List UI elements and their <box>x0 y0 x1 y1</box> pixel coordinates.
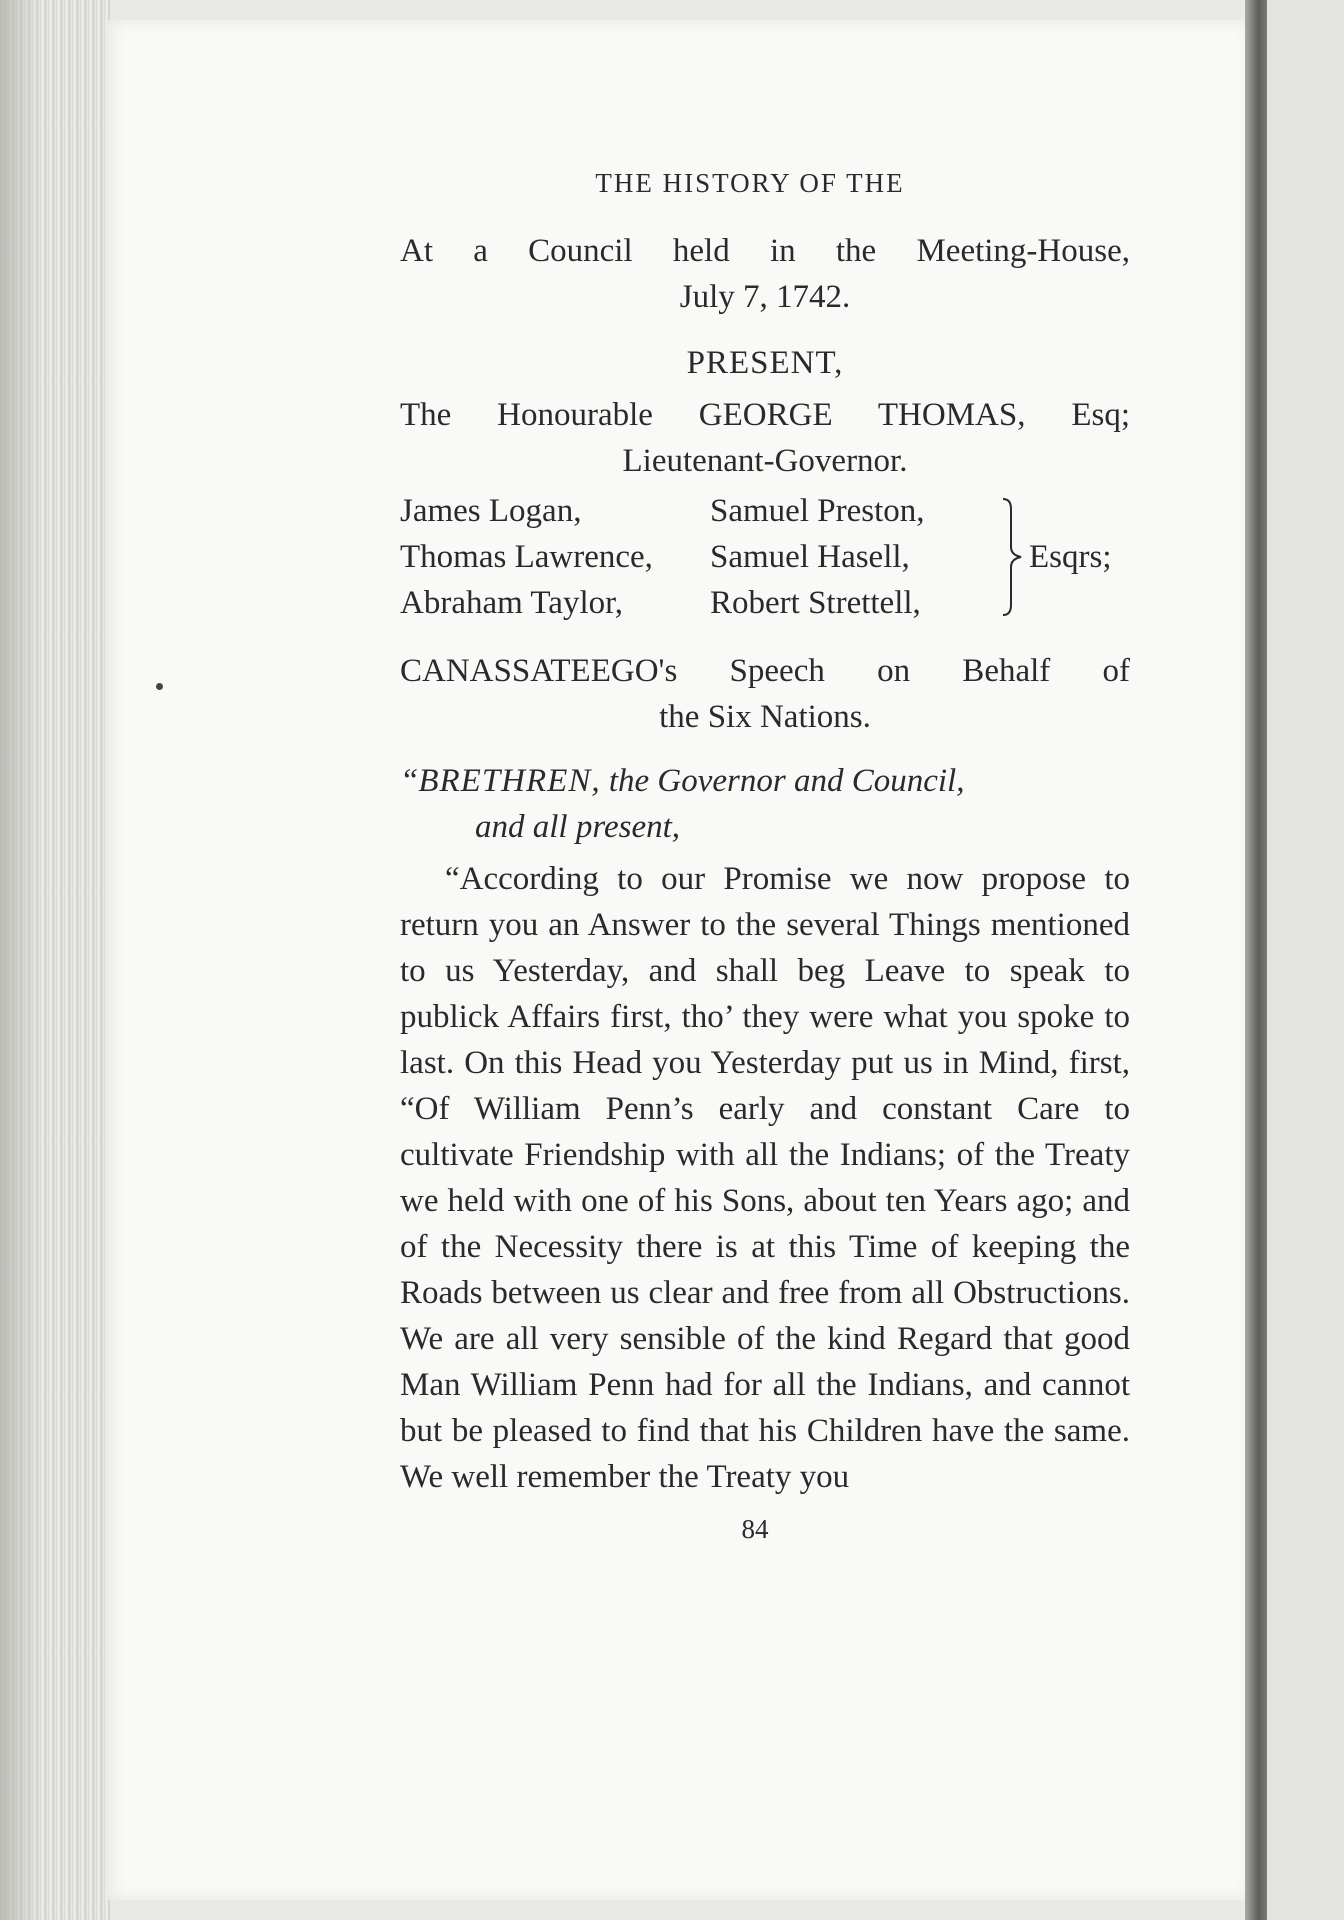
members-column-a <box>400 488 710 626</box>
member-name: James Logan, <box>400 493 582 529</box>
running-head: THE HISTORY OF THE <box>595 168 905 198</box>
members-column-b <box>710 488 995 626</box>
speech-subheading: the Six Nations. <box>659 699 871 735</box>
open-quote: “ <box>400 763 419 799</box>
body-paragraph: “According to our Promise we now propose to return you an Answer to the several Things mentioned to us Yesterday, and shall beg Leave to speak to publick Affairs first, tho’ they were what you spoke to last. On this Head you Yesterday put us in Mind, first, “Of William Penn’s early and constant Care to cultivate Friendship with all the Indians; of the Treaty we held with one of his Sons, about ten Years ago; and of the Necessity there is at this Time of keeping the Roads between us clear and free from all Obstructions. We are all very sensible of the kind Regard that good Man William Penn had for all the Indians, and cannot but be pleased to find that his Children have the same. We well remember the Treaty you <box>400 861 1130 1495</box>
speech-heading: CANASSATEEGO's Speech on Behalf of <box>400 653 1130 689</box>
book-gutter <box>1245 0 1267 1920</box>
page-edges <box>0 0 110 1920</box>
honourable-line: The Honourable GEORGE THOMAS, Esq; <box>400 397 1130 433</box>
page-number: 84 <box>741 1514 769 1544</box>
facing-page-edge <box>1267 0 1344 1920</box>
address-brethren: BRETHREN, <box>418 763 601 799</box>
council-line: At a Council held in the Meeting-House, <box>400 233 1130 269</box>
member-name: Robert Strettell, <box>710 585 921 621</box>
curly-brace-icon <box>999 495 1025 619</box>
member-name: Abraham Taylor, <box>400 585 624 621</box>
ink-speck <box>156 683 163 690</box>
address-line <box>400 758 1130 804</box>
address-line-2: and all present, <box>475 809 681 845</box>
esqrs-suffix: Esqrs; <box>1029 539 1112 575</box>
council-date: July 7, 1742. <box>679 279 851 315</box>
page-content <box>400 160 1130 1552</box>
council-members <box>400 488 1130 626</box>
member-name: Samuel Preston, <box>710 493 925 529</box>
present-heading: PRESENT, <box>686 345 844 381</box>
governor-title: Lieutenant-Governor. <box>622 443 908 479</box>
member-name: Thomas Lawrence, <box>400 539 653 575</box>
address-rest: the Governor and Council, <box>600 763 965 799</box>
member-name: Samuel Hasell, <box>710 539 910 575</box>
